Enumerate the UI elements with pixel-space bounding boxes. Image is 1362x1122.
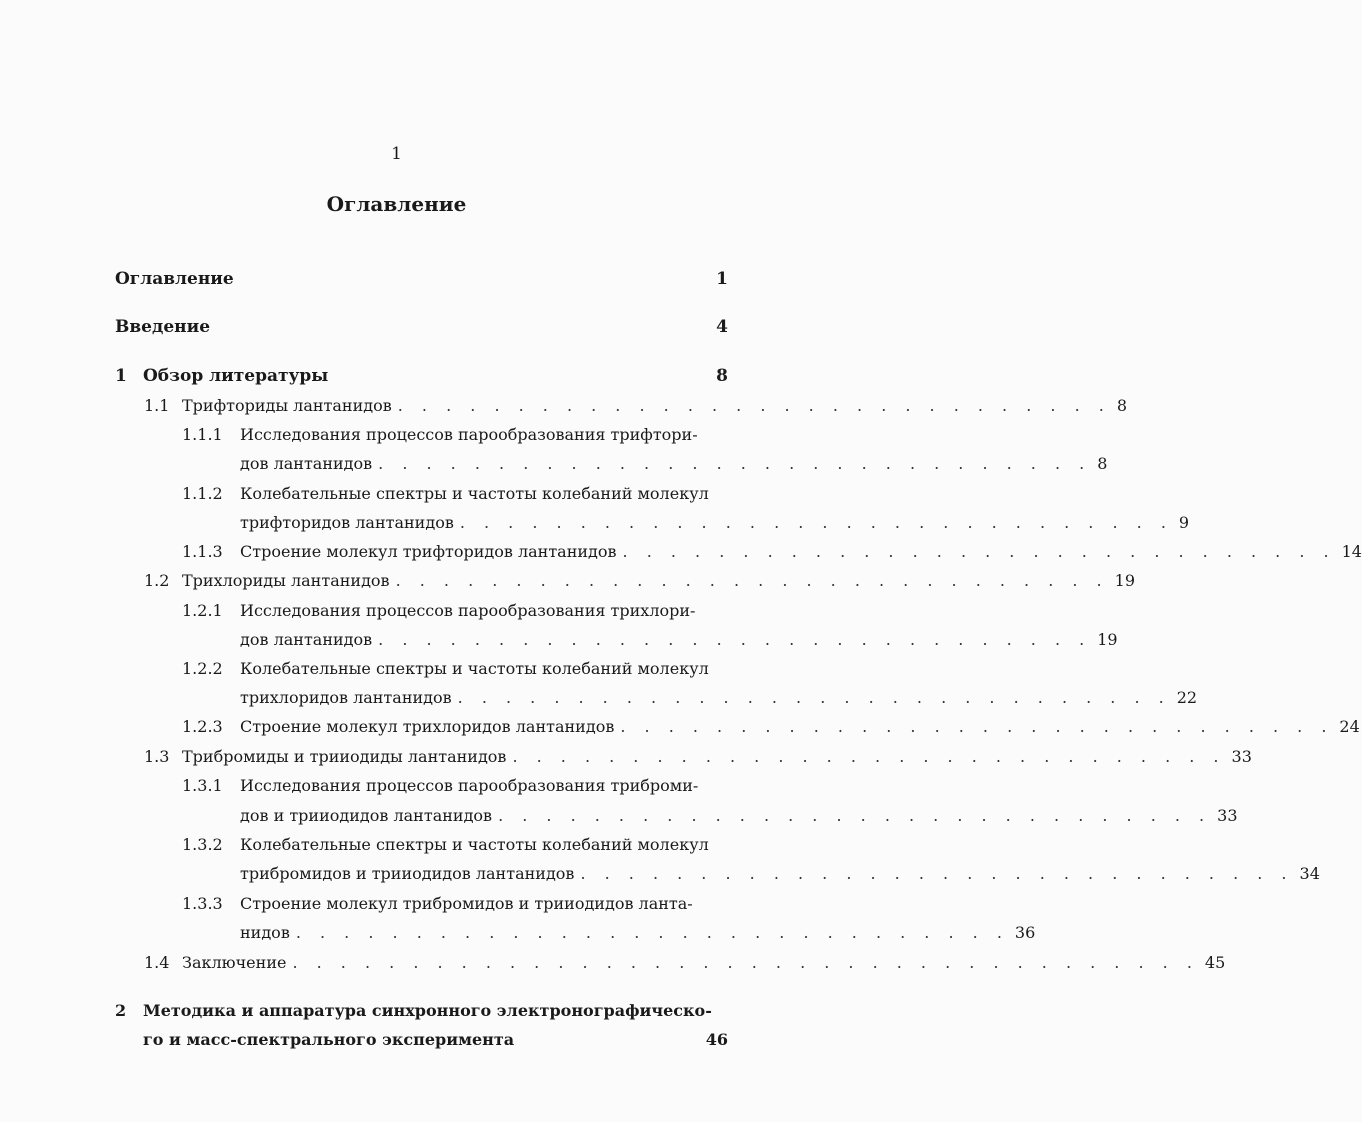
- toc-section-1-4[interactable]: [144, 953, 1226, 973]
- toc-subsection-number: 1.1.2: [182, 484, 223, 503]
- toc-entry-page: 45: [1204, 953, 1226, 972]
- toc-entry-page: 34: [1299, 864, 1320, 883]
- toc-subsection-1-3-2-line1[interactable]: Колебательные спектры и частоты колебаний молекул: [240, 835, 709, 854]
- toc-leader-dots: . . . . . . . . . . . . . . . . . . . . . . . . . . . . . .: [395, 571, 1109, 590]
- toc-entry-page: 8: [1116, 396, 1128, 415]
- toc-leader-dots: . . . . . . . . . . . . . . . . . . . . . . . . . . . . . .: [378, 454, 1092, 473]
- toc-leader-dots: . . . . . . . . . . . . . . . . . . . . . . . . . . . . . .: [397, 396, 1111, 415]
- toc-entry-page: 33: [1231, 747, 1252, 766]
- toc-chapter-2-line1[interactable]: Методика и аппаратура синхронного электронографическо-: [143, 1001, 712, 1020]
- toc-chapter-1[interactable]: [115, 366, 728, 386]
- toc-entry-page: 8: [1097, 454, 1108, 473]
- toc-entry-text: Заключение: [182, 953, 287, 972]
- toc-subsection-1-3-1-line1[interactable]: Исследования процессов парообразования триброми-: [240, 776, 699, 795]
- toc-entry-page: 19: [1114, 571, 1135, 590]
- toc-entry-page: 36: [1014, 923, 1036, 942]
- toc-entry-text: трифторидов лантанидов: [240, 513, 454, 532]
- toc-leader-dots: . . . . . . . . . . . . . . . . . . . . . . . . . . . . . .: [457, 688, 1171, 707]
- toc-entry-page: 14: [1341, 542, 1362, 561]
- toc-leader-dots: . . . . . . . . . . . . . . . . . . . . . . . . . . . . . . . . . . . . . .: [292, 953, 1199, 972]
- toc-entry-number: 1.2: [144, 571, 170, 590]
- toc-entry-text: Трихлориды лантанидов: [182, 571, 390, 590]
- toc-leader-dots: . . . . . . . . . . . . . . . . . . . . . . . . . . . . . .: [512, 747, 1226, 766]
- page-title: Оглавление: [326, 192, 467, 216]
- page-number: 1: [391, 144, 402, 164]
- toc-subsection-1-3-3-line2[interactable]: [240, 923, 1036, 943]
- toc-leader-dots: . . . . . . . . . . . . . . . . . . . . . . . . . . . . . .: [498, 806, 1212, 825]
- toc-leader-dots: . . . . . . . . . . . . . . . . . . . . . . . . . . . . . .: [378, 630, 1092, 649]
- toc-subsection-1-3-2-line2[interactable]: [240, 864, 1320, 884]
- toc-entry-page: 1: [716, 269, 728, 289]
- toc-subsection-number: 1.2.1: [182, 601, 223, 620]
- toc-entry-text: трихлоридов лантанидов: [240, 688, 452, 707]
- toc-entry-text: Строение молекул трифторидов лантанидов: [240, 542, 617, 561]
- toc-entry-text: дов и трииодидов лантанидов: [240, 806, 493, 825]
- toc-entry-text: Введение: [115, 317, 211, 337]
- toc-leader-dots: . . . . . . . . . . . . . . . . . . . . . . . . . . . . . .: [459, 513, 1173, 532]
- toc-subsection-1-1-1-line2[interactable]: [240, 454, 1108, 474]
- toc-entry-page: 9: [1178, 513, 1190, 532]
- toc-entry-number: 1.3: [144, 747, 170, 766]
- toc-subsection-number: 1.1.3: [182, 542, 223, 561]
- toc-entry-page: 46: [705, 1030, 728, 1049]
- toc-subsection-1-2-3[interactable]: [240, 717, 1360, 737]
- toc-entry-number: 2: [115, 1001, 127, 1020]
- toc-entry-page: 19: [1097, 630, 1118, 649]
- toc-entry-number: 1: [115, 366, 127, 386]
- toc-section-1-1[interactable]: [144, 396, 1128, 416]
- toc-subsection-1-3-3-line1[interactable]: Строение молекул трибромидов и трииодидов ланта-: [240, 894, 693, 913]
- toc-subsection-number: 1.3.3: [182, 894, 223, 913]
- toc-section-1-3[interactable]: [144, 747, 1252, 767]
- toc-entry-page: 33: [1217, 806, 1238, 825]
- toc-subsection-number: 1.3.1: [182, 776, 223, 795]
- toc-entry-page: 8: [716, 366, 728, 386]
- toc-subsection-1-1-2-line1[interactable]: Колебательные спектры и частоты колебаний молекул: [240, 484, 709, 503]
- toc-entry-page: 24: [1339, 717, 1360, 736]
- toc-subsection-1-3-1-line2[interactable]: [240, 806, 1238, 826]
- toc-entry-text: Оглавление: [115, 269, 234, 289]
- toc-leader-dots: . . . . . . . . . . . . . . . . . . . . . . . . . . . . . .: [620, 717, 1334, 736]
- toc-subsection-number: 1.1.1: [182, 425, 223, 444]
- toc-subsection-1-1-1-line1[interactable]: Исследования процессов парообразования трифтори-: [240, 425, 698, 444]
- toc-entry-page: 4: [716, 317, 728, 337]
- toc-section-1-2[interactable]: [144, 571, 1135, 591]
- toc-entry-text: Обзор литературы: [143, 366, 329, 386]
- toc-leader-dots: . . . . . . . . . . . . . . . . . . . . . . . . . . . . . .: [580, 864, 1294, 883]
- toc-entry-contents[interactable]: [115, 269, 728, 289]
- toc-entry-text: трибромидов и трииодидов лантанидов: [240, 864, 575, 883]
- toc-entry-text: Трибромиды и трииодиды лантанидов: [182, 747, 507, 766]
- toc-subsection-1-2-2-line1[interactable]: Колебательные спектры и частоты колебаний молекул: [240, 659, 709, 678]
- toc-entry-text: Строение молекул трихлоридов лантанидов: [240, 717, 615, 736]
- toc-subsection-1-2-2-line2[interactable]: [240, 688, 1198, 708]
- toc-entry-introduction[interactable]: [115, 317, 728, 337]
- toc-chapter-2-line2[interactable]: [143, 1030, 728, 1050]
- toc-entry-text: нидов: [240, 923, 290, 942]
- toc-leader-dots: . . . . . . . . . . . . . . . . . . . . . . . . . . . . . .: [622, 542, 1336, 561]
- toc-entry-number: 1.4: [144, 953, 170, 972]
- toc-entry-number: 1.1: [144, 396, 170, 415]
- toc-subsection-number: 1.2.3: [182, 717, 223, 736]
- toc-entry-text: Трифториды лантанидов: [182, 396, 392, 415]
- toc-leader-dots: . . . . . . . . . . . . . . . . . . . . . . . . . . . . . .: [295, 923, 1009, 942]
- toc-entry-text: го и масс-спектрального эксперимента: [143, 1030, 515, 1049]
- toc-subsection-number: 1.2.2: [182, 659, 223, 678]
- toc-subsection-1-2-1-line2[interactable]: [240, 630, 1118, 650]
- toc-subsection-1-1-3[interactable]: [240, 542, 1362, 562]
- toc-entry-text: дов лантанидов: [240, 630, 373, 649]
- toc-entry-text: дов лантанидов: [240, 454, 373, 473]
- toc-subsection-number: 1.3.2: [182, 835, 223, 854]
- toc-entry-page: 22: [1176, 688, 1198, 707]
- toc-subsection-1-1-2-line2[interactable]: [240, 513, 1190, 533]
- toc-subsection-1-2-1-line1[interactable]: Исследования процессов парообразования трихлори-: [240, 601, 696, 620]
